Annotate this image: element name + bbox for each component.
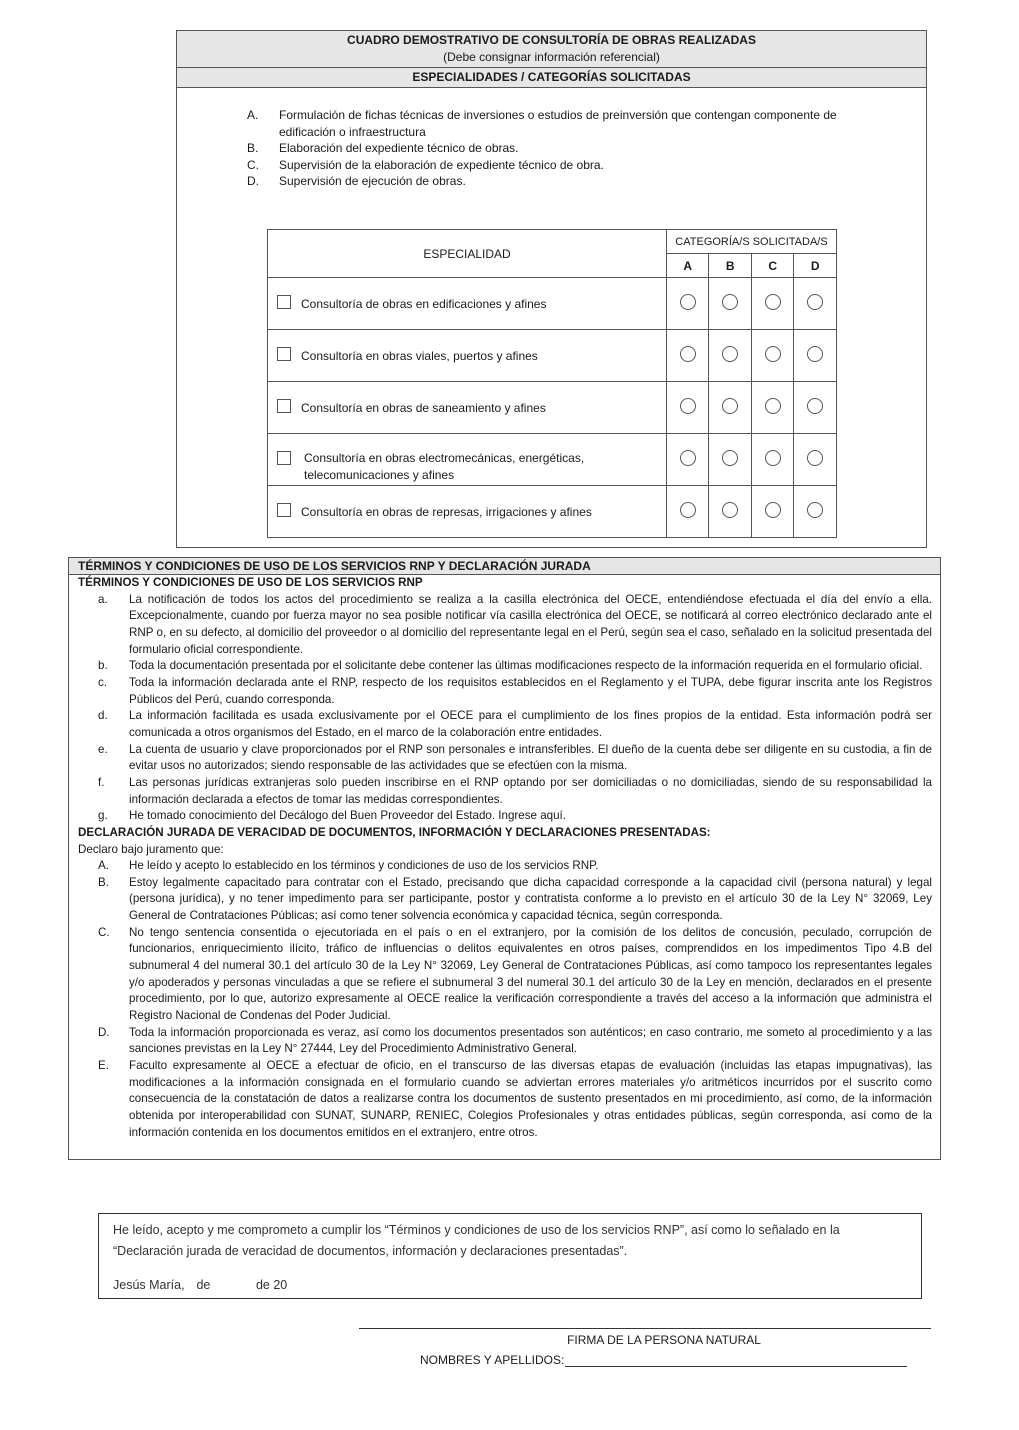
column-b-header: B [709, 254, 751, 278]
item-text: Estoy legalmente capacitado para contratar con el Estado, precisando que dicha capacidad corresponde a la capacidad civil (persona natural) y legal (persona jurídica), y no tener impedimento para ser participante, postor y contratista conforme a lo previsto en el artículo 30 de la Ley N° 32069, Ley General de Contrataciones Públicas; así como tener solvencia económica y capacidad técnica, según corresponda. [129, 875, 932, 923]
names-line[interactable] [565, 1366, 907, 1367]
terminos-header: TÉRMINOS Y CONDICIONES DE USO DE LOS SERVICIOS RNP Y DECLARACIÓN JURADA [69, 558, 940, 575]
cuadro-demostrativo [176, 30, 927, 548]
item-letter: d. [98, 709, 108, 723]
item-text: La cuenta de usuario y clave proporcionados por el RNP son personales e intransferibles. El dueño de la cuenta debe ser diligente en su custodia, a fin de evitar usos no autorizados; siendo responsable de las actividades que se efectúen con la misma. [129, 742, 932, 773]
list-item [78, 875, 932, 925]
names-label: NOMBRES Y APELLIDOS: [420, 1353, 565, 1367]
item-letter: A. [98, 859, 109, 873]
signature-line[interactable] [359, 1328, 931, 1329]
cuadro-subtitle: (Debe consignar información referencial) [443, 50, 660, 64]
column-d-header: D [794, 254, 837, 278]
date-de-label: de [196, 1278, 211, 1292]
acceptance-box [98, 1213, 922, 1299]
especialidad-matrix [267, 229, 837, 538]
list-item [78, 708, 932, 741]
especialidad-label: Consultoría en obras de represas, irrigaciones y afines [301, 505, 592, 519]
especialidad-cell [268, 434, 667, 486]
list-item [78, 658, 932, 675]
category-radio-d[interactable] [807, 294, 823, 310]
category-letter: A. [247, 108, 259, 122]
especialidad-checkbox[interactable] [277, 451, 291, 465]
especialidad-cell [268, 382, 667, 434]
category-item [247, 173, 887, 190]
item-letter: b. [98, 659, 108, 673]
category-letter: C. [247, 157, 259, 172]
especialidad-label: Consultoría en obras electromecánicas, energéticas, telecomunicaciones y afines [304, 451, 585, 482]
column-c-header: C [751, 254, 793, 278]
category-text: Supervisión de ejecución de obras. [279, 174, 466, 189]
category-radio-a[interactable] [680, 294, 696, 310]
especialidad-checkbox[interactable] [277, 347, 291, 361]
category-radio-b[interactable] [722, 502, 738, 518]
item-letter: f. [98, 775, 105, 789]
item-letter: C. [98, 925, 110, 939]
signature-label: FIRMA DE LA PERSONA NATURAL [567, 1333, 761, 1347]
category-radio-d[interactable] [807, 398, 823, 414]
acceptance-text: He leído, acepto y me comprometo a cumplir los “Términos y condiciones de uso de los servicios RNP”, así como lo señalado en la “Declaración jurada de veracidad de documentos, información y declaraciones presentadas”. [113, 1223, 840, 1258]
category-radio-c[interactable] [765, 346, 781, 362]
list-item [78, 858, 932, 875]
category-radio-c[interactable] [765, 450, 781, 466]
especialidad-label: Consultoría de obras en edificaciones y afines [301, 297, 547, 311]
categoria-header: CATEGORÍA/S SOLICITADA/S [667, 230, 837, 254]
category-item [247, 140, 887, 157]
category-letter: D. [247, 174, 259, 189]
category-radio-b[interactable] [722, 450, 738, 466]
category-radio-d[interactable] [807, 502, 823, 518]
list-item [78, 675, 932, 708]
table-row [268, 278, 837, 330]
terminos-section-title: TÉRMINOS Y CONDICIONES DE USO DE LOS SERVICIOS RNP [78, 576, 423, 589]
column-a-header: A [667, 254, 709, 278]
cuadro-header [177, 31, 926, 68]
category-text: Elaboración del expediente técnico de obras. [279, 141, 519, 156]
especialidad-checkbox[interactable] [277, 295, 291, 309]
category-text: Formulación de fichas técnicas de inversiones o estudios de preinversión que contengan componente de edificación o infraestructura [279, 108, 837, 139]
category-radio-a[interactable] [680, 398, 696, 414]
category-item [247, 107, 887, 140]
cuadro-title: CUADRO DEMOSTRATIVO DE CONSULTORÍA DE OBRAS REALIZADAS [347, 33, 756, 47]
item-text: Toda la información declarada ante el RNP, respecto de los requisitos establecidos en el Reglamento y el TUPA, debe figurar inscrita ante los Registros Públicos del Perú, cuando corresponda. [129, 675, 932, 706]
terminos-body [78, 575, 932, 1141]
category-radio-b[interactable] [722, 346, 738, 362]
category-radio-d[interactable] [807, 450, 823, 466]
category-list [247, 107, 887, 190]
category-radio-a[interactable] [680, 346, 696, 362]
list-item [78, 1025, 932, 1058]
especialidad-label: Consultoría en obras de saneamiento y afines [301, 401, 546, 415]
category-letter: B. [247, 141, 259, 156]
category-radio-b[interactable] [722, 294, 738, 310]
category-radio-c[interactable] [765, 502, 781, 518]
item-letter: a. [98, 592, 108, 606]
table-row [268, 434, 837, 486]
declaracion-intro: Declaro bajo juramento que: [78, 842, 224, 856]
category-radio-b[interactable] [722, 398, 738, 414]
especialidad-header: ESPECIALIDAD [268, 230, 667, 278]
item-text: La notificación de todos los actos del procedimiento se realiza a la casilla electrónica del OECE, entendiéndose efectuada el día del envío a ella. Excepcionalmente, cuando por fuerza mayor no sea posible notificar vía casilla electrónica del OECE, se notificará al correo electrónico declarado ante el RNP o, en su defecto, al domicilio del proveedor o al domicilio del representante legal en el Perú, según sea el caso, señalado en la solicitud presentada del formulario oficial correspondiente. [129, 592, 932, 656]
especialidad-cell [268, 278, 667, 330]
item-letter: e. [98, 742, 108, 756]
especialidad-checkbox[interactable] [277, 503, 291, 517]
item-text: Faculto expresamente al OECE a efectuar de oficio, en el transcurso de las diversas etapas de evaluación (incluidas las etapas impugnativas), las modificaciones a la información consignada en el formulario cuando se adviertan errores materiales y/o aritméticos incurridos por el suscrito como consecuencia de la constatación de datos a realizarse contra los documentos de sustento presentados en mi procedimiento, así como, de la información obtenida por interoperabilidad con SUNAT, SUNARP, RENIEC, Colegios Profesionales y otras entidades públicas, según corresponda, así como de la información contenida en los documentos emitidos en el extranjero, entre otros. [129, 1059, 932, 1139]
list-item [78, 742, 932, 775]
item-letter: g. [98, 809, 108, 823]
table-row [268, 382, 837, 434]
especialidad-cell [268, 486, 667, 538]
item-letter: B. [98, 875, 109, 889]
category-radio-d[interactable] [807, 346, 823, 362]
category-radio-c[interactable] [765, 294, 781, 310]
declaracion-section-title: DECLARACIÓN JURADA DE VERACIDAD DE DOCUMENTOS, INFORMACIÓN Y DECLARACIONES PRESENTADAS: [78, 825, 711, 839]
terminos-box [68, 557, 941, 1160]
date-year-label: de 20 [255, 1278, 288, 1292]
item-text: La información facilitada es usada exclusivamente por el OECE para el cumplimiento de los fines propios de la entidad. Esta información podrá ser comunicada a otros organismos del Estado, en el marco de la colaboración entre entidades. [129, 709, 932, 739]
place-date-line [113, 1275, 907, 1296]
item-text: Toda la información proporcionada es veraz, así como los documentos presentados son auténticos; en caso contrario, me someto al procedimiento y a las sanciones previstas en la Ley N° 27444, Ley del Procedimiento Administrativo General. [129, 1025, 932, 1056]
especialidad-label: Consultoría en obras viales, puertos y afines [301, 349, 538, 363]
item-letter: E. [98, 1059, 109, 1073]
item-text: Las personas jurídicas extranjeras solo pueden inscribirse en el RNP optando por ser domiciliadas o no domiciliadas, siendo de su responsabilidad la información declarada a efectos de tomar las medidas correspondientes. [129, 775, 932, 806]
category-radio-a[interactable] [680, 502, 696, 518]
place-label: Jesús María, [113, 1278, 185, 1292]
list-item [78, 592, 932, 659]
decalogo-link-text[interactable]: He tomado conocimiento del Decálogo del Buen Proveedor del Estado. Ingrese aquí. [129, 809, 566, 823]
table-row [268, 486, 837, 538]
item-letter: c. [98, 675, 108, 689]
item-text: He leído y acepto lo establecido en los términos y condiciones de uso de los servicios RNP. [129, 859, 599, 873]
category-item [247, 157, 887, 174]
table-row [268, 330, 837, 382]
list-item [78, 808, 932, 825]
category-radio-a[interactable] [680, 450, 696, 466]
category-text: Supervisión de la elaboración de expediente técnico de obra. [279, 157, 604, 172]
especialidad-cell [268, 330, 667, 382]
item-text: No tengo sentencia consentida o ejecutoriada en el país o en el extranjero, por la comisión de los delitos de concusión, peculado, corrupción de funcionarios, enriquecimiento ilícito, tráfico de influencias o delitos equivalentes en otros países, comprendidos en los impedimentos Tipo 4.B del subnumeral 4 del numeral 30.1 del artículo 30 de la Ley N° 32069, Ley General de Contrataciones Públicas, así como tampoco los representantes legales y/o apoderados y personas vinculadas a que se refiere el subnumeral 3 del numeral 30.1 del artículo 30 de la Ley en mención, declarados en el presente procedimiento, por lo que, autorizo expresamente al OECE realice la verificación correspondiente a través del acceso a la información que administra el Registro Nacional de Condenas del Poder Judicial. [129, 925, 932, 1023]
list-item [78, 775, 932, 808]
item-letter: D. [98, 1025, 110, 1039]
list-item [78, 925, 932, 1025]
especialidad-checkbox[interactable] [277, 399, 291, 413]
item-text: Toda la documentación presentada por el solicitante debe contener las últimas modificaciones respecto de la información requerida en el formulario oficial. [129, 659, 923, 673]
cuadro-section-title: ESPECIALIDADES / CATEGORÍAS SOLICITADAS [177, 68, 926, 88]
list-item [78, 1058, 932, 1141]
category-radio-c[interactable] [765, 398, 781, 414]
